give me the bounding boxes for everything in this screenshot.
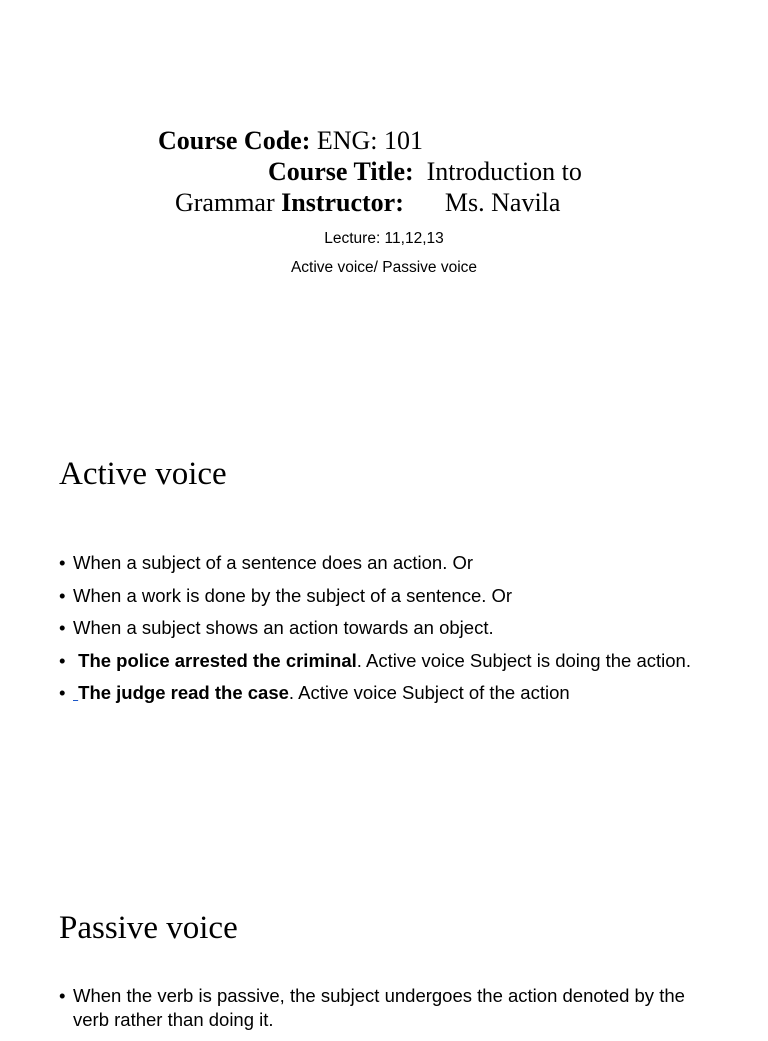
course-code-line xyxy=(158,125,423,156)
list-item: • When a work is done by the subject of a sentence. Or xyxy=(59,584,709,608)
course-code-label: Course Code: xyxy=(158,126,311,155)
list-item xyxy=(59,649,709,673)
list-item xyxy=(59,681,709,705)
course-title-line xyxy=(268,156,582,187)
instructor-line xyxy=(175,187,560,218)
list-item: • When a subject shows an action towards an object. xyxy=(59,616,709,640)
active-voice-heading: Active voice xyxy=(59,456,227,492)
course-title-value: Introduction to xyxy=(426,157,582,186)
list-item: • When the verb is passive, the subject undergoes the action denoted by the verb rather than doing it. xyxy=(59,984,709,1032)
passive-voice-list xyxy=(59,984,709,1041)
example-explanation: . Active voice Subject of the action xyxy=(288,682,570,703)
lecture-label: Lecture: 11,12,13 xyxy=(324,230,444,247)
instructor-label: Instructor: xyxy=(281,188,404,217)
example-explanation: . Active voice Subject is doing the action. xyxy=(356,649,691,671)
active-voice-list xyxy=(59,551,709,714)
instructor-value: Ms. Navila xyxy=(444,188,561,217)
list-item: • When a subject of a sentence does an action. Or xyxy=(59,551,709,575)
course-code-value: ENG: 101 xyxy=(316,126,424,155)
example-sentence: The police arrested the criminal xyxy=(78,649,357,671)
course-title-value-cont: Grammar xyxy=(175,188,275,217)
example-sentence: The judge read the case xyxy=(78,682,289,703)
passive-voice-heading: Passive voice xyxy=(59,910,238,946)
topic-label: Active voice/ Passive voice xyxy=(290,259,478,276)
course-title-label: Course Title: xyxy=(268,157,414,186)
